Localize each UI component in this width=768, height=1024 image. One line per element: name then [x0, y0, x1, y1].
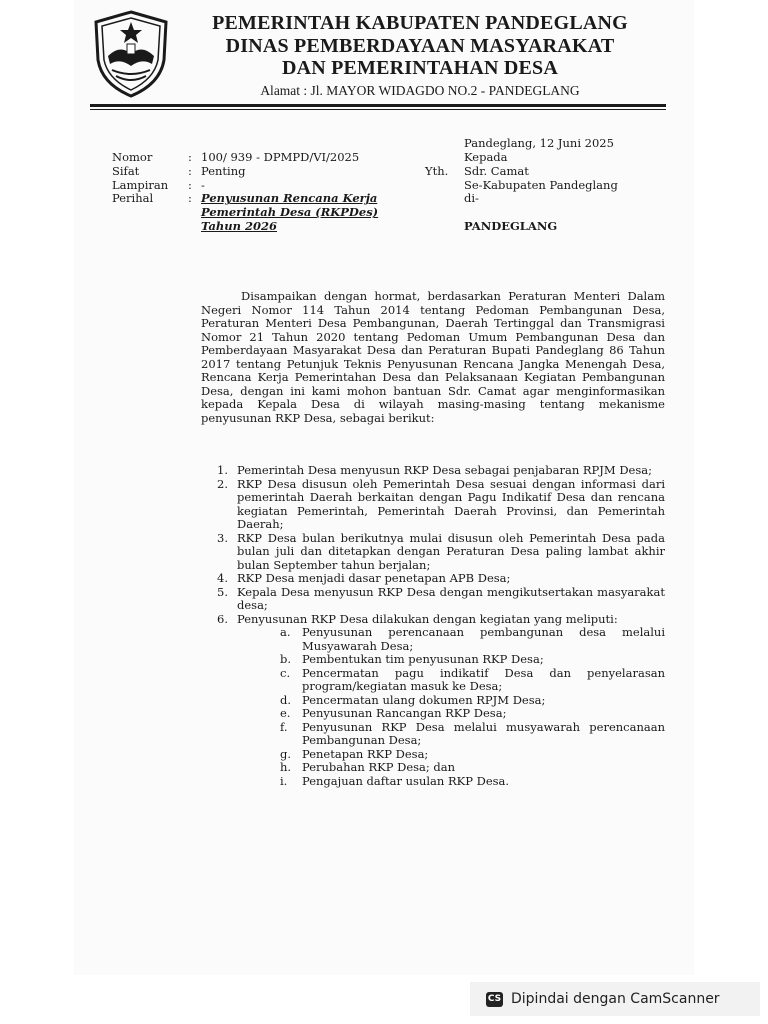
- meta-colon: :: [188, 177, 192, 192]
- addressee-city: PANDEGLANG: [464, 219, 558, 234]
- place-date: Pandeglang, 12 Juni 2025: [464, 136, 614, 150]
- meta-row-lampiran: [112, 179, 432, 193]
- meta-key: Sifat: [112, 163, 140, 178]
- list-item: 2. RKP Desa disusun oleh Pemerintah Desa sesuai dengan informasi dari pemerintah Daerah berkaitan dengan Pagu Indikatif Desa dan rencana kegiatan Pemerintah, Pemerintah Daerah Provinsi, dan Pemerintah Daerah;: [217, 476, 665, 531]
- addressee-line: di-: [464, 191, 479, 206]
- meta-row-nomor: [112, 151, 432, 165]
- addressee-line: Sdr. Camat: [464, 163, 529, 178]
- meta-row-sifat: [112, 165, 432, 179]
- subject-line-1: Penyusunan Rencana Kerja: [201, 191, 378, 206]
- list-item: 6. Penyusunan RKP Desa dilakukan dengan kegiatan yang meliputi: a. Penyusunan perencanaan pembangunan desa melalui Musyawarah Desa; b. Pembentukan tim penyusunan RKP Desa; c. Pencermatan pagu indikatif Desa dan penyelarasan program/kegiatan masuk ke Desa; d. Pencermatan ulang dokumen RPJM Desa; e. Penyusunan Rancangan RKP Desa; f. Penyusunan RKP Desa melalui musyawarah perencanaan Pembangunan Desa; g. Penetapan RKP Desa; h. Perubahan RKP Desa; dan i. Pengajuan daftar usulan RKP Desa.: [217, 611, 665, 788]
- addressee-yth-row: [425, 165, 685, 179]
- addressee-block: [425, 151, 685, 234]
- camscanner-logo-icon: CS: [486, 992, 503, 1007]
- sub-list-item: d. Pencermatan ulang dokumen RPJM Desa;: [280, 692, 546, 707]
- list-item: 5. Kepala Desa menyusun RKP Desa dengan mengikutsertakan masyarakat desa;: [217, 584, 665, 612]
- sub-list-item: b. Pembentukan tim penyusunan RKP Desa;: [280, 652, 544, 666]
- list-item: 3. RKP Desa bulan berikutnya mulai disusun oleh Pemerintah Desa pada bulan juli dan ditetapkan dengan Peraturan Desa paling lambat akhir bulan September tahun berjalan;: [217, 530, 665, 572]
- meta-colon: :: [188, 150, 192, 164]
- subject-line-2: Pemerintah Desa (RKPDes): [201, 205, 379, 220]
- addressee-kepada: Kepada: [464, 150, 508, 164]
- sub-list-item: c. Pencermatan pagu indikatif Desa dan penyelarasan program/kegiatan masuk ke Desa;: [280, 665, 665, 693]
- camscanner-watermark: [470, 982, 760, 1016]
- addressee-kepada-row: [425, 151, 685, 165]
- addressee-line: Se-Kabupaten Pandeglang: [464, 177, 618, 192]
- subject-row-2: [112, 206, 432, 220]
- sub-list-item: a. Penyusunan perencanaan pembangunan desa melalui Musyawarah Desa;: [280, 625, 665, 653]
- letterhead-address: Alamat : Jl. MAYOR WIDAGDO NO.2 - PANDEGLANG: [260, 82, 580, 98]
- letterhead: [180, 12, 660, 101]
- meta-value: Penting: [201, 163, 246, 178]
- addressee-yth: Yth.: [425, 163, 449, 178]
- addressee-city-row: [425, 220, 685, 234]
- letterhead-rule-thin: [90, 109, 666, 110]
- sub-list-item: f. Penyusunan RKP Desa melalui musyawarah perencanaan Pembangunan Desa;: [280, 719, 665, 747]
- camscanner-text: Dipindai dengan CamScanner: [511, 991, 720, 1007]
- letterhead-line-1: PEMERINTAH KABUPATEN PANDEGLANG: [212, 12, 628, 34]
- sub-list-item: h. Perubahan RKP Desa; dan: [280, 760, 456, 774]
- meta-value: 100/ 939 - DPMPD/VI/2025: [201, 150, 360, 164]
- letter-meta: [112, 151, 432, 234]
- list-item: 4. RKP Desa menjadi dasar penetapan APB Desa;: [217, 571, 511, 585]
- meta-key: Perihal: [112, 191, 154, 206]
- list-item: 1. Pemerintah Desa menyusun RKP Desa sebagai penjabaran RPJM Desa;: [217, 463, 652, 477]
- letterhead-line-3: DAN PEMERINTAHAN DESA: [281, 57, 559, 79]
- addressee-row: [425, 192, 685, 206]
- activity-sublist: [237, 626, 665, 788]
- subject-row-3: [112, 220, 432, 234]
- sub-list-item: e. Penyusunan Rancangan RKP Desa;: [280, 706, 507, 720]
- mechanism-list: [217, 464, 665, 788]
- regency-emblem-icon: [90, 8, 172, 100]
- meta-key: Nomor: [112, 150, 153, 164]
- sub-list-item: g. Penetapan RKP Desa;: [280, 746, 429, 761]
- opening-paragraph: Disampaikan dengan hormat, berdasarkan Peraturan Menteri Dalam Negeri Nomor 114 Tahun 2014 tentang Pedoman Pembangunan Desa, Peraturan Menteri Desa Pembangunan, Daerah Tertinggal dan Transmigrasi Nomor 21 Tahun 2020 tentang Pedoman Umum Pembangunan Desa dan Pemberdayaan Masyarakat Desa dan Peraturan Bupati Pandeglang 86 Tahun 2017 tentang Petunjuk Teknis Penyusunan Rencana Jangka Menengah Desa, Rencana Kerja Pemerintahan Desa dan Pelaksanaan Kegiatan Pembangunan Desa, dengan ini kami mohon bantuan Sdr. Camat agar menginformasikan kepada Kepala Desa di wilayah masing-masing tentang mekanisme penyusunan RKP Desa, sebagai berikut:: [201, 289, 665, 425]
- meta-row-perihal: [112, 192, 432, 206]
- addressee-row: [425, 179, 685, 193]
- letterhead-rule-thick: [90, 104, 666, 107]
- meta-value: -: [201, 177, 205, 192]
- letterhead-line-2: DINAS PEMBERDAYAAN MASYARAKAT: [225, 34, 615, 57]
- meta-colon: :: [188, 191, 192, 206]
- meta-colon: :: [188, 163, 192, 178]
- sub-list-item: i. Pengajuan daftar usulan RKP Desa.: [280, 773, 510, 788]
- subject-line-3: Tahun 2026: [201, 218, 278, 233]
- meta-key: Lampiran: [112, 177, 169, 192]
